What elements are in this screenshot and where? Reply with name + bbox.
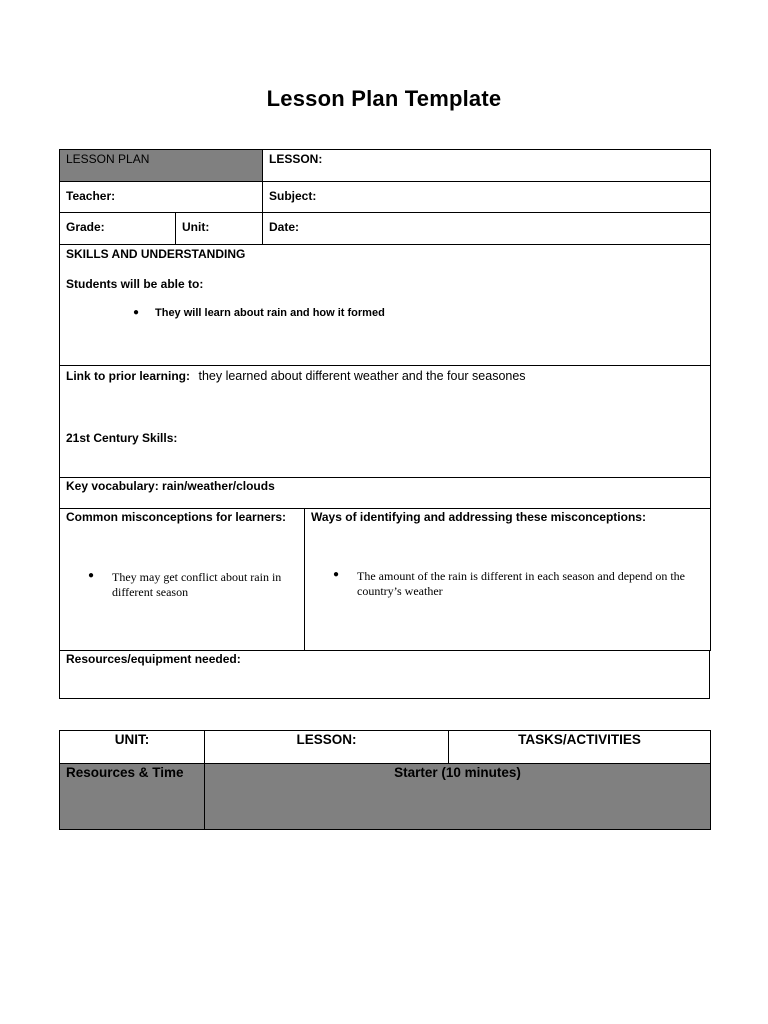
skills-bullet-item <box>60 291 710 319</box>
misconceptions-label: Common misconceptions for learners: <box>66 510 287 524</box>
unit-cell[interactable] <box>176 213 263 245</box>
misconceptions-bullet-text: They may get conflict about rain in different season <box>112 570 282 599</box>
lesson-label: LESSON: <box>269 152 323 166</box>
century-skills-label: 21st Century Skills: <box>66 431 178 445</box>
subject-cell[interactable] <box>263 182 711 213</box>
grade-cell[interactable] <box>60 213 176 245</box>
lesson-cell[interactable] <box>263 150 711 182</box>
bullet-icon: ● <box>88 570 95 581</box>
vocabulary-cell[interactable] <box>60 478 711 509</box>
tasks-header: TASKS/ACTIVITIES <box>518 732 641 747</box>
vocabulary-label: Key vocabulary: rain/weather/clouds <box>66 479 275 493</box>
resources-time-cell[interactable] <box>60 764 205 830</box>
skills-heading: SKILLS AND UNDERSTANDING <box>66 247 246 261</box>
grade-label: Grade: <box>66 220 105 234</box>
prior-learning-label: Link to prior learning: <box>66 369 191 383</box>
addressing-bullet-text: The amount of the rain is different in each season and depend on the country’s weather <box>357 569 686 598</box>
resources-cell[interactable] <box>60 651 710 699</box>
tasks-header-cell <box>449 731 711 764</box>
prior-learning-value: they learned about different weather and the four seasones <box>198 369 526 383</box>
date-cell[interactable] <box>263 213 711 245</box>
lesson-plan-table <box>59 149 711 509</box>
unit-header-cell <box>60 731 205 764</box>
skills-cell[interactable] <box>60 245 711 366</box>
lesson-header-cell <box>205 731 449 764</box>
addressing-cell[interactable] <box>305 509 711 651</box>
misconceptions-table <box>59 508 711 651</box>
skills-bullet-text: They will learn about rain and how it formed <box>155 307 385 319</box>
lesson-plan-label: LESSON PLAN <box>66 152 150 166</box>
lesson-header: LESSON: <box>296 732 357 747</box>
bullet-icon: ● <box>333 569 340 580</box>
students-able-label: Students will be able to: <box>66 277 204 291</box>
date-label: Date: <box>269 220 300 234</box>
misconceptions-cell[interactable] <box>60 509 305 651</box>
prior-learning-cell[interactable] <box>60 366 711 478</box>
document-title: Lesson Plan Template <box>266 86 502 111</box>
addressing-label: Ways of identifying and addressing these misconceptions: <box>311 510 646 524</box>
lesson-plan-cell <box>60 150 263 182</box>
teacher-label: Teacher: <box>66 189 116 203</box>
activity-table <box>59 730 711 830</box>
resources-table <box>59 650 710 699</box>
misconceptions-bullet-item <box>60 524 304 600</box>
resources-time-label: Resources & Time <box>66 765 184 780</box>
teacher-cell[interactable] <box>60 182 263 213</box>
starter-cell[interactable] <box>205 764 711 830</box>
starter-label: Starter (10 minutes) <box>394 765 521 780</box>
bullet-icon: ● <box>133 307 140 318</box>
unit-header: UNIT: <box>114 732 150 747</box>
unit-label: Unit: <box>182 220 210 234</box>
addressing-bullet-item <box>305 524 710 599</box>
subject-label: Subject: <box>269 189 317 203</box>
resources-label: Resources/equipment needed: <box>66 652 241 666</box>
